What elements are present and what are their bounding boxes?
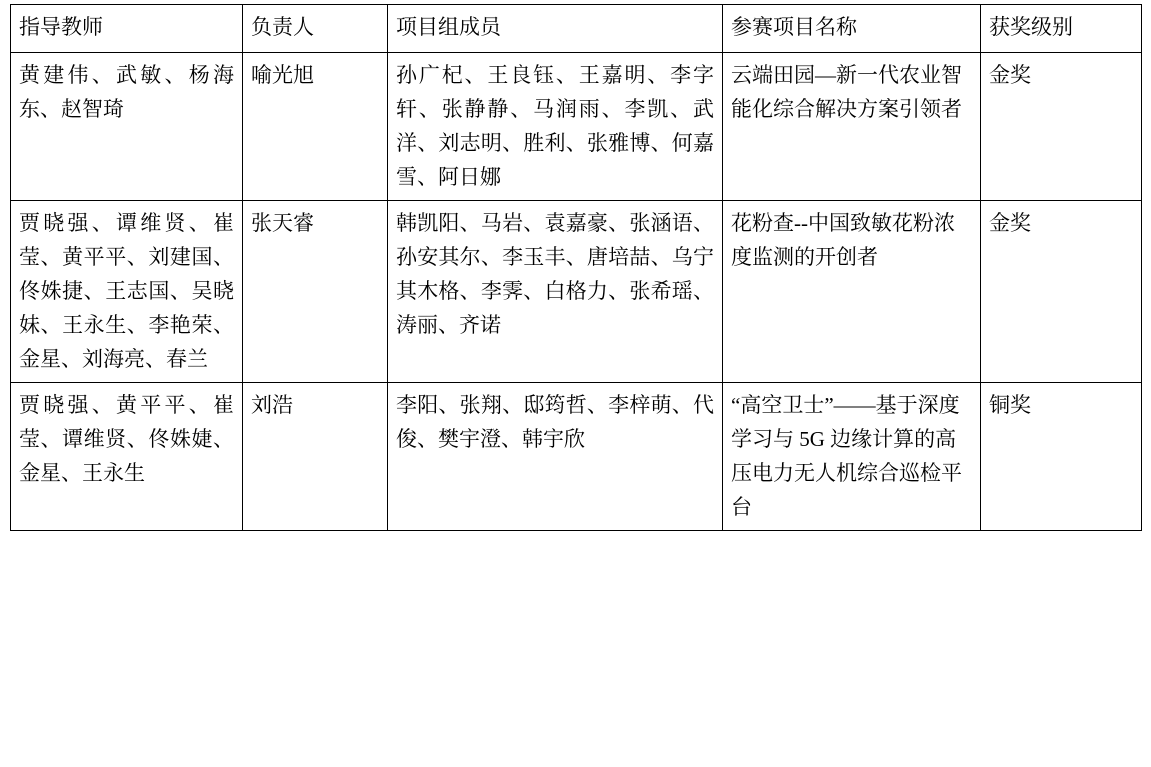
cell-teachers: 贾晓强、谭维贤、崔莹、黄平平、刘建国、佟姝捷、王志国、吴晓妹、王永生、李艳荣、金星、刘海亮、春兰 [11,201,243,383]
cell-teachers: 贾晓强、黄平平、崔莹、谭维贤、佟姝婕、金星、王永生 [11,383,243,531]
column-header-project [723,5,981,53]
column-header-leader [243,5,388,53]
column-header-project-label: 参赛项目名称 [731,15,857,39]
cell-members: 李阳、张翔、邸筠哲、李梓萌、代俊、樊宇澄、韩宇欣 [388,383,723,531]
cell-level: 铜奖 [981,383,1142,531]
award-table [10,4,1142,531]
column-header-members [388,5,723,53]
column-header-teacher [11,5,243,53]
cell-leader: 刘浩 [243,383,388,531]
cell-project: 云端田园—新一代农业智能化综合解决方案引领者 [723,53,981,201]
table-header-row [11,5,1142,53]
cell-level: 金奖 [981,201,1142,383]
cell-leader: 张天睿 [243,201,388,383]
column-header-level [981,5,1142,53]
cell-level: 金奖 [981,53,1142,201]
column-header-members-label: 项目组成员 [396,15,501,39]
cell-project: “高空卫士”——基于深度学习与 5G 边缘计算的高压电力无人机综合巡检平台 [723,383,981,531]
table-row [11,201,1142,383]
column-header-leader-label: 负责人 [251,15,314,39]
cell-teachers: 黄建伟、武敏、杨海东、赵智琦 [11,53,243,201]
column-header-teacher-label: 指导教师 [19,15,103,39]
table-row [11,53,1142,201]
column-header-level-label: 获奖级别 [989,15,1073,39]
cell-project: 花粉查--中国致敏花粉浓度监测的开创者 [723,201,981,383]
cell-members: 孙广杞、王良钰、王嘉明、李字轩、张静静、马润雨、李凯、武洋、刘志明、胜利、张雅博、何嘉雪、阿日娜 [388,53,723,201]
table-row [11,383,1142,531]
cell-leader: 喻光旭 [243,53,388,201]
cell-members: 韩凯阳、马岩、袁嘉豪、张涵语、孙安其尔、李玉丰、唐培喆、乌宁其木格、李霁、白格力、张希瑶、涛丽、齐诺 [388,201,723,383]
